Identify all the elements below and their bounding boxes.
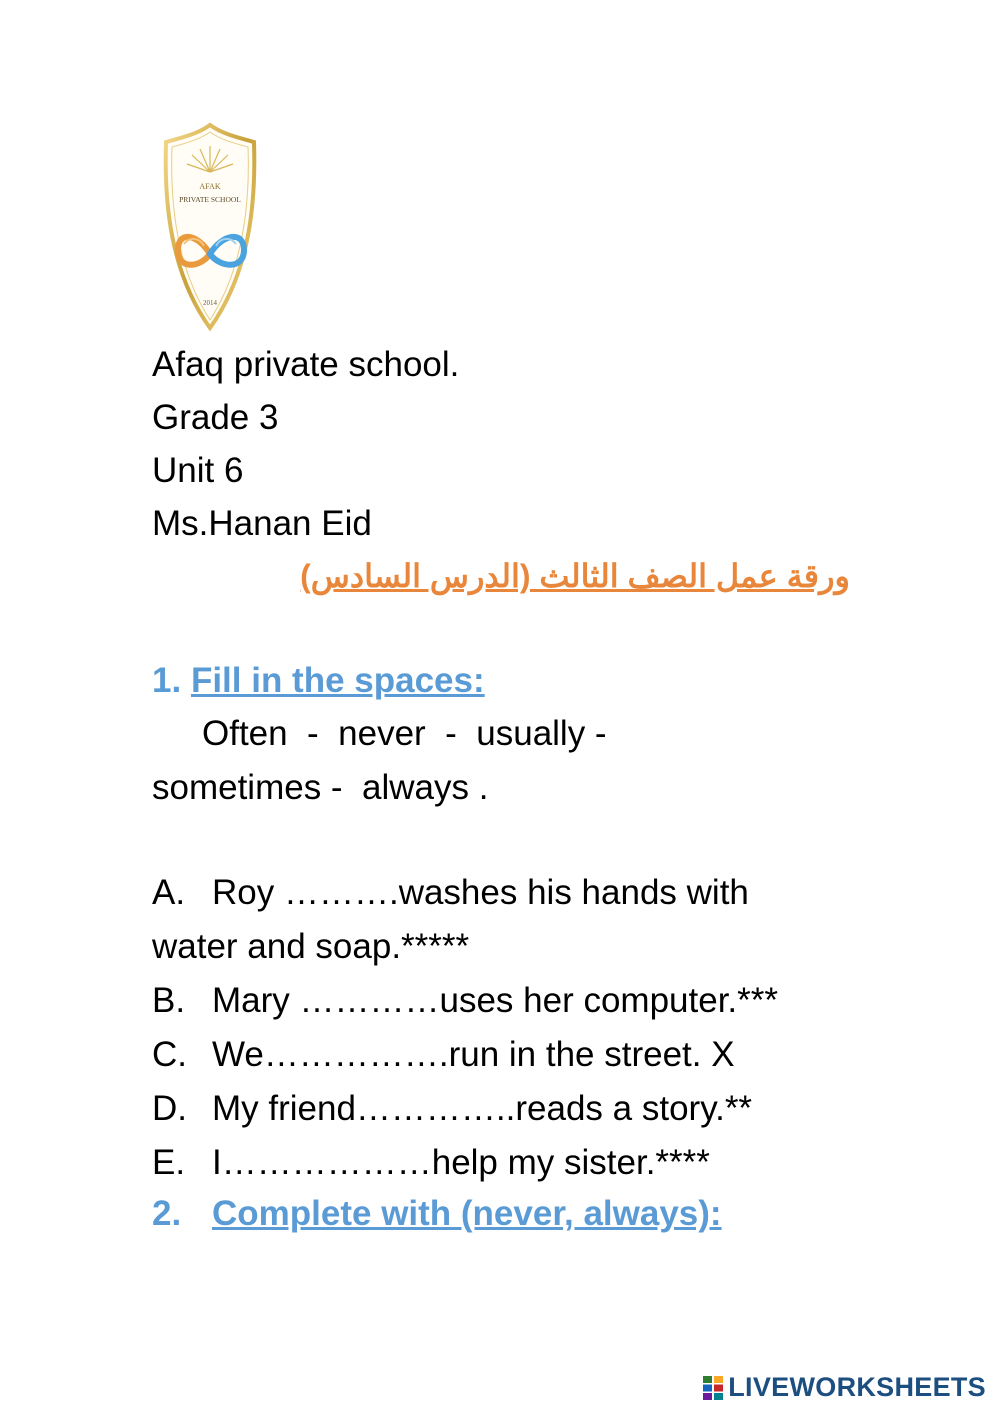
unit-label: Unit 6 [152,451,244,490]
word-bank-line-2: sometimes - always . [152,768,489,807]
question-2-number: 2. [152,1194,182,1233]
school-crest-logo [160,122,260,332]
liveworksheets-brand [702,1372,986,1403]
logo-year: 2014 [203,299,217,307]
word-bank-line-1: Often - never - usually - [202,714,607,753]
school-name: Afaq private school. [152,345,460,384]
question-1-title: Fill in the spaces: [190,661,485,700]
item-text: I………………help my sister.**** [212,1143,710,1182]
item-label: C. [152,1035,187,1074]
teacher-name: Ms.Hanan Eid [152,504,372,543]
question-1-number: 1. [152,661,182,700]
item-text: My friend…………..reads a story.** [212,1089,753,1128]
liveworksheets-text: LIVEWORKSHEETS [728,1372,986,1402]
list-item [152,1136,872,1190]
item-label: B. [152,981,186,1020]
item-label: E. [152,1143,186,1182]
question-1-items [152,866,872,1190]
question-1-heading [152,656,485,706]
item-text: Roy ……….washes his hands with [212,873,749,912]
question-2-heading [152,1189,722,1239]
arabic-worksheet-title: ورقة عمل الصف الثالث (الدرس السادس) [300,558,850,594]
item-text: Mary …………uses her computer.*** [212,981,779,1020]
list-item [152,974,872,1028]
header-info [152,338,459,550]
item-text: We…………….run in the street. X [212,1035,735,1074]
logo-text-afak: AFAK [199,182,221,191]
list-item [152,1082,872,1136]
list-item [152,1028,872,1082]
item-text-continued: water and soap.***** [152,927,470,966]
list-item [152,866,872,974]
grade-label: Grade 3 [152,398,279,437]
liveworksheets-icon [702,1375,724,1401]
logo-text-school: PRIVATE SCHOOL [179,195,241,204]
word-bank [152,707,712,815]
item-label: D. [152,1089,187,1128]
question-2-title: Complete with (never, always): [212,1194,722,1233]
item-label: A. [152,873,186,912]
